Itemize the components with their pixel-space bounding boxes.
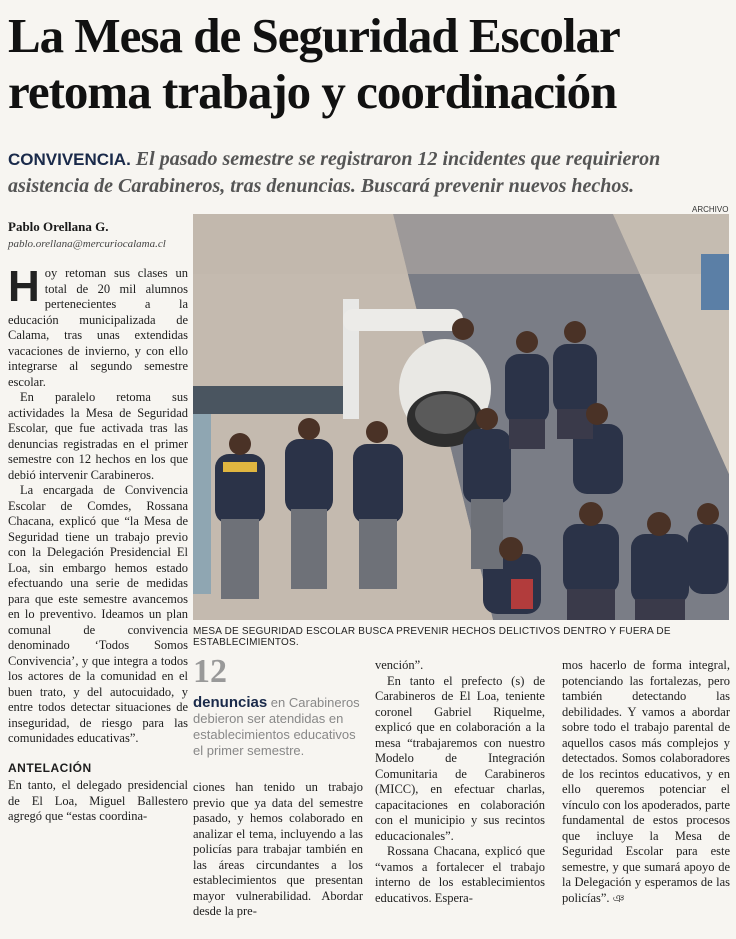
article-column-3 xyxy=(375,658,545,906)
stat-number: 12 xyxy=(193,653,227,690)
paragraph-3: La encargada de Convivencia Escolar de Comdes, Rossana Chacana, explicó que “la Mesa de Seguridad tiene un trabajo previo con la Delegación Presidencial El Loa, sin embargo hemos estado efectuando una serie de medidas para que este semestre avancemos en lo preventivo. Ideamos un plan comunal de convivencia denominado ‘Todos Somos Convivencia’, y que integra a todos los actores de la comunidad en el buen trato, y del autocuidado, y entre todos detectar situaciones de inseguridad, de riesgo para las comunidades educativas”. xyxy=(8,483,188,745)
headline-line-2: retoma trabajo y coordinación xyxy=(8,64,617,119)
author-email: pablo.orellana@mercuriocalama.cl xyxy=(8,238,166,250)
paragraph-6: vención”. xyxy=(375,658,424,672)
paragraph-4: En tanto, el delegado presidencial de El Loa, Miguel Ballestero agregó que “estas coordina- xyxy=(8,778,188,823)
author-name: Pablo Orellana G. xyxy=(8,219,109,234)
paragraph-7: En tanto el prefecto (s) de Carabineros de El Loa, teniente coronel Gabriel Riquelme, explicó que en colaboración a la mesa “trabajaremos con nuestro Modelo de Integración Comunitaria de Carabineros (MICC), en efectuar charlas, capacitaciones en colaboración con el municipio y sus recintos educacionales”. xyxy=(375,673,545,843)
stat-text: denuncias en Carabineros debieron ser atendidas en establecimientos educativos el primer semestre. xyxy=(193,694,360,758)
photo-caption: MESA DE SEGURIDAD ESCOLAR BUSCA PREVENIR HECHOS DELICTIVOS DENTRO Y FUERA DE ESTABLECIMIENTOS. xyxy=(193,626,671,648)
drop-cap: H xyxy=(8,262,40,311)
paragraph-1: Hoy retoman sus clases un total de 20 mil alumnos pertenecientes a la educación municipalizada de Calama, tras unas extendidas vacaciones de invierno, y con ello integrarse al segundo semestre escolar. xyxy=(8,262,188,389)
paragraph-9: mos hacerlo de forma integral, potenciando las fortalezas, pero también detectando las debilidades. Y vamos a abordar sobre todo el trabajo parental de aquellos casos más complejos y detectados. Somos colaboradores de los recintos educativos, y en ello queremos potenciar el vínculo con los apoderados, parte fundamental de estos procesos que incluye la Mesa de Seguridad Escolar para este semestre, y que sumará apoyo de la Delegación y esperamos de las policías”. ঞ xyxy=(562,658,730,905)
byline xyxy=(8,219,188,250)
end-mark: ঞ xyxy=(612,891,625,905)
stat-box xyxy=(193,655,363,759)
section-kicker: CONVIVENCIA. xyxy=(8,150,131,169)
paragraph-8: Rossana Chacana, explicó que “vamos a fortalecer el trabajo interno de los establecimientos educativos. Espera- xyxy=(375,844,545,905)
headline-line-1: La Mesa de Seguridad Escolar xyxy=(8,8,620,63)
subhead-antelacion: ANTELACIÓN xyxy=(8,760,92,775)
article-column-4 xyxy=(562,658,730,906)
stat-bold-label: denuncias xyxy=(193,694,268,711)
headline xyxy=(8,8,728,120)
article-column-2 xyxy=(193,780,363,920)
photo-credit: ARCHIVO xyxy=(692,205,729,214)
news-photo xyxy=(193,214,729,620)
lead-text: El pasado semestre se registraron 12 incidentes que requirieron asistencia de Carabineros, tras denuncias. Buscará prevenir nuevos hechos. xyxy=(8,148,661,197)
lead-summary xyxy=(8,146,728,199)
students-security-camera-image xyxy=(193,214,729,620)
paragraph-2: En paralelo retoma sus actividades la Mesa de Seguridad Escolar, que fue activada tras las denuncias registradas en el primer semestre con 12 hechos en los que debió intervenir Carabineros. xyxy=(8,390,188,482)
paragraph-5: ciones han tenido un trabajo previo que ya data del semestre pasado, y hemos colaborado en analizar el tema, incluyendo a las policías para trabajar también en las áreas circundantes a los establecimientos que presentan mayor vulnerabilidad. Abordar desde la pre- xyxy=(193,780,363,918)
article-column-1 xyxy=(8,262,188,825)
